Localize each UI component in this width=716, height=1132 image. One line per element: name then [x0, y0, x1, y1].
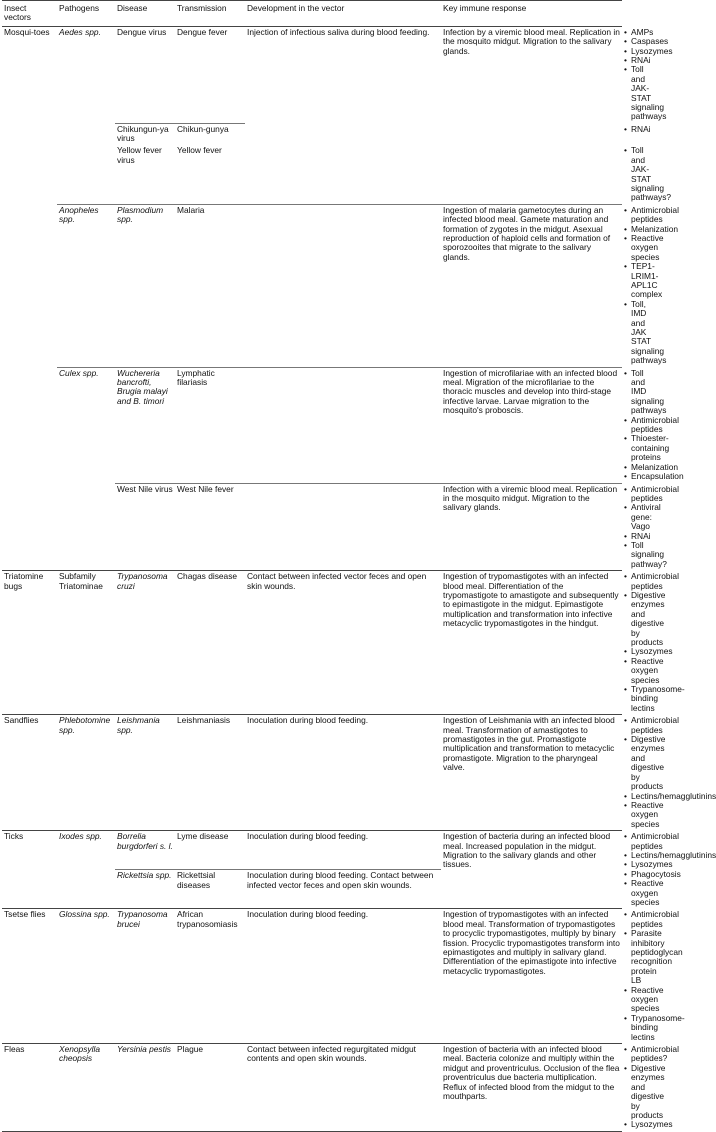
- immune-item: • Antimicrobial peptides: [624, 832, 631, 851]
- table-row: [2, 1044, 622, 1132]
- immune-item: • Lectins/hemagglutinins: [624, 792, 631, 801]
- immune-item: • Melanization: [624, 225, 631, 234]
- immune-item: • Thioester-containing proteins: [624, 434, 631, 462]
- disease-cell: Malaria: [175, 204, 245, 367]
- species-cell: Subfamily Triatominae: [57, 571, 115, 715]
- immune-item: • Toll and IMD signaling pathways: [624, 369, 631, 416]
- pathogen-cell: Yellow fever virus: [117, 145, 162, 165]
- immune-item: • Antimicrobial peptides: [624, 910, 631, 929]
- pathogen-cell: Wuchereria bancrofti, Brugia malayi and B. timori: [115, 367, 175, 483]
- table-row: [2, 367, 622, 483]
- species-cell: Ixodes spp.: [57, 831, 115, 909]
- immune-item: • Antimicrobial peptides: [624, 206, 631, 225]
- species-cell: Aedes spp.: [57, 26, 115, 204]
- immune-item: • Lysozymes: [624, 47, 631, 56]
- pathogen-cell: Dengue virus: [115, 26, 175, 123]
- disease-cell: Dengue fever: [175, 26, 245, 123]
- immune-item: • Antimicrobial peptides: [624, 716, 631, 735]
- immune-item: • Antimicrobial peptides: [624, 416, 631, 435]
- development-cell: Infection with a viremic blood meal. Replication in the mosquito midgut. Migration to the salivary glands.: [441, 483, 622, 570]
- immune-item: • Caspases: [624, 37, 631, 46]
- transmission-cell: Contact between infected regurgitated midgut contents and open skin wounds.: [245, 1044, 441, 1132]
- vector-cell: Sandflies: [2, 715, 57, 831]
- transmission-cell: [245, 204, 441, 367]
- vector-cell: Tsetse flies: [2, 909, 57, 1044]
- immune-item: • Toll and JAK-STAT signaling pathways?: [624, 146, 631, 202]
- immune-item: • Reactive oxygen species: [624, 801, 631, 829]
- transmission-cell: Inoculation during blood feeding. Contact between infected vector feces and open skin wounds.: [245, 870, 441, 909]
- pathogen-cell: Leishmania spp.: [115, 715, 175, 831]
- vector-cell: Ticks: [2, 831, 57, 909]
- table-row: [2, 909, 622, 1044]
- development-cell: Ingestion of bacteria during an infected blood meal. Increased population in the midgut. Migration to the salivary glands and other tissues.: [441, 831, 622, 909]
- table-row: [2, 26, 622, 123]
- pathogen-cell: Trypanosoma cruzi: [115, 571, 175, 715]
- immune-item: • Toll signaling pathway?: [624, 541, 631, 569]
- species-cell: Glossina spp.: [57, 909, 115, 1044]
- immune-item: • Toll and JAK-STAT signaling pathways: [624, 65, 631, 121]
- immune-item: • Reactive oxygen species: [624, 986, 631, 1014]
- table-row: [2, 831, 622, 870]
- disease-cell: Chagas disease: [175, 571, 245, 715]
- development-cell: Ingestion of trypomastigotes with an infected blood meal. Transformation of trypomastigotes to procyclic trypomastigotes, multiply by binary fission. Procyclic trypomastigotes transform into epimastigotes and multiply in salivary gland. Differentiation of the epimastigote into infective metacyclic trypomastigotes.: [441, 909, 622, 1044]
- immune-item: • Antimicrobial peptides: [624, 485, 631, 504]
- development-cell: Ingestion of microfilariae with an infected blood meal. Migration of the microfilariae to the thoracic muscles and develop into third-stage infective larvae. Larvae migration to the mosquito's proboscis.: [441, 367, 622, 483]
- transmission-cell: [245, 367, 441, 483]
- pathogen-cell: Trypanosoma brucei: [115, 909, 175, 1044]
- transmission-cell: [245, 483, 441, 570]
- immune-item: • Digestive enzymes and digestive by products: [624, 1064, 631, 1120]
- header-development: Development in the vector: [245, 1, 441, 27]
- development-cell: Ingestion of trypomastigotes with an infected blood meal. Differentiation of the trypomastigote to amastigote and subsequently to epimastigote in the midgut. Epimastigote multiplication and transformation into infective metacyclic trypomastigotes in the hindgut.: [441, 571, 622, 715]
- disease-cell: Lymphatic filariasis: [175, 367, 245, 483]
- immune-item: • Trypanosome-binding lectins: [624, 685, 631, 713]
- immune-item: • Lysozymes: [624, 1120, 631, 1129]
- header-disease: Disease: [115, 1, 175, 27]
- vector-cell: Triatomine bugs: [2, 571, 57, 715]
- disease-cell: Leishmaniasis: [175, 715, 245, 831]
- transmission-cell: Inoculation during blood feeding.: [245, 715, 441, 831]
- pathogen-cell: Borrelia burgdorferi s. l.: [115, 831, 175, 870]
- header-pathogens: Pathogens: [57, 1, 115, 27]
- immune-item: • RNAi: [624, 56, 631, 65]
- header-row: [2, 1, 622, 27]
- immune-item: • Lysozymes: [624, 860, 631, 869]
- table-row: [2, 715, 622, 831]
- transmission-cell: Inoculation during blood feeding.: [245, 909, 441, 1044]
- vector-immune-table: [2, 0, 716, 1132]
- immune-item: • Trypanosome-binding lectins: [624, 1014, 631, 1042]
- species-cell: Phlebotomine spp.: [57, 715, 115, 831]
- development-cell: Ingestion of bacteria with an infected blood meal. Bacteria colonize and multiply within the midgut and proventriculus. Occlusion of the flea proventriculus due bacteria multiplication. Reflux of infected blood from the midgut to the mouthparts.: [441, 1044, 622, 1132]
- pathogen-cell: Rickettsia spp.: [115, 870, 175, 909]
- immune-item: • RNAi: [624, 532, 631, 541]
- vector-cell: Fleas: [2, 1044, 57, 1132]
- immune-item: • Phagocytosis: [624, 870, 631, 879]
- pathogen-cell: Chikungun-ya virus: [115, 123, 175, 145]
- disease-cell: Yellow fever: [177, 145, 222, 156]
- immune-item: • Encapsulation: [624, 472, 631, 481]
- immune-item: • Antiviral gene: Vago: [624, 503, 631, 531]
- immune-item: • Antimicrobial peptides: [624, 572, 631, 591]
- pathogen-cell: Plasmodium spp.: [115, 204, 175, 367]
- table-row: [2, 571, 622, 715]
- species-cell: Xenopsylla cheopsis: [57, 1044, 115, 1132]
- immune-item: • Digestive enzymes and digestive by products: [624, 591, 631, 647]
- immune-item: • Antimicrobial peptides?: [624, 1045, 631, 1064]
- immune-item: • Melanization: [624, 463, 631, 472]
- pathogen-cell: West Nile virus: [115, 483, 175, 570]
- immune-item: • AMPs: [624, 28, 631, 37]
- species-cell: Culex spp.: [57, 367, 115, 570]
- disease-cell: African trypanosomiasis: [175, 909, 245, 1044]
- immune-item: • Reactive oxygen species: [624, 234, 631, 262]
- immune-item: • Reactive oxygen species: [624, 657, 631, 685]
- immune-item: • RNAi: [624, 125, 631, 134]
- vector-cell: Mosqui-toes: [2, 26, 57, 570]
- immune-item: • Lectins/hemagglutinins: [624, 851, 631, 860]
- immune-item: • Lysozymes: [624, 647, 631, 656]
- pathogen-cell: Yersinia pestis: [115, 1044, 175, 1132]
- transmission-cell: Injection of infectious saliva during blood feeding.: [245, 26, 441, 204]
- disease-cell: Lyme disease: [175, 831, 245, 870]
- disease-cell: Chikun-gunya: [175, 123, 245, 145]
- immune-item: • Digestive enzymes and digestive by products: [624, 735, 631, 791]
- immune-item: • Parasite inhibitory peptidoglycan recognition protein LB: [624, 929, 631, 985]
- header-immune-response: Key immune response: [441, 1, 622, 27]
- development-cell: Ingestion of Leishmania with an infected blood meal. Transformation of amastigotes to promastigotes in the gut. Promastigote multiplication and transformation to metacyclic promastigote. Migration to the pharyngeal valve.: [441, 715, 622, 831]
- disease-cell: Rickettsial diseases: [175, 870, 245, 909]
- development-cell: Infection by a viremic blood meal. Replication in the mosquito midgut. Migration to the salivary glands.: [441, 26, 622, 204]
- disease-cell: West Nile fever: [175, 483, 245, 570]
- development-cell: Ingestion of malaria gametocytes during an infected blood meal. Gamete maturation and formation of zygotes in the midgut. Asexual reproduction of haploid cells and formation of sporozooites that migrate to the salivary glands.: [441, 204, 622, 367]
- species-cell: Anopheles spp.: [57, 204, 115, 367]
- header-transmission: Transmission: [175, 1, 245, 27]
- vector-table-container: [2, 0, 716, 1132]
- immune-item: • TEP1-LRIM1-APL1C complex: [624, 262, 631, 300]
- transmission-cell: Inoculation during blood feeding.: [245, 831, 441, 870]
- immune-item: • Toll, IMD and JAK STAT signaling pathways: [624, 300, 631, 366]
- transmission-cell: Contact between infected vector feces and open skin wounds.: [245, 571, 441, 715]
- table-row: [2, 204, 622, 367]
- header-insect-vectors: Insect vectors: [2, 1, 57, 27]
- disease-cell: Plague: [175, 1044, 245, 1132]
- immune-item: • Reactive oxygen species: [624, 879, 631, 907]
